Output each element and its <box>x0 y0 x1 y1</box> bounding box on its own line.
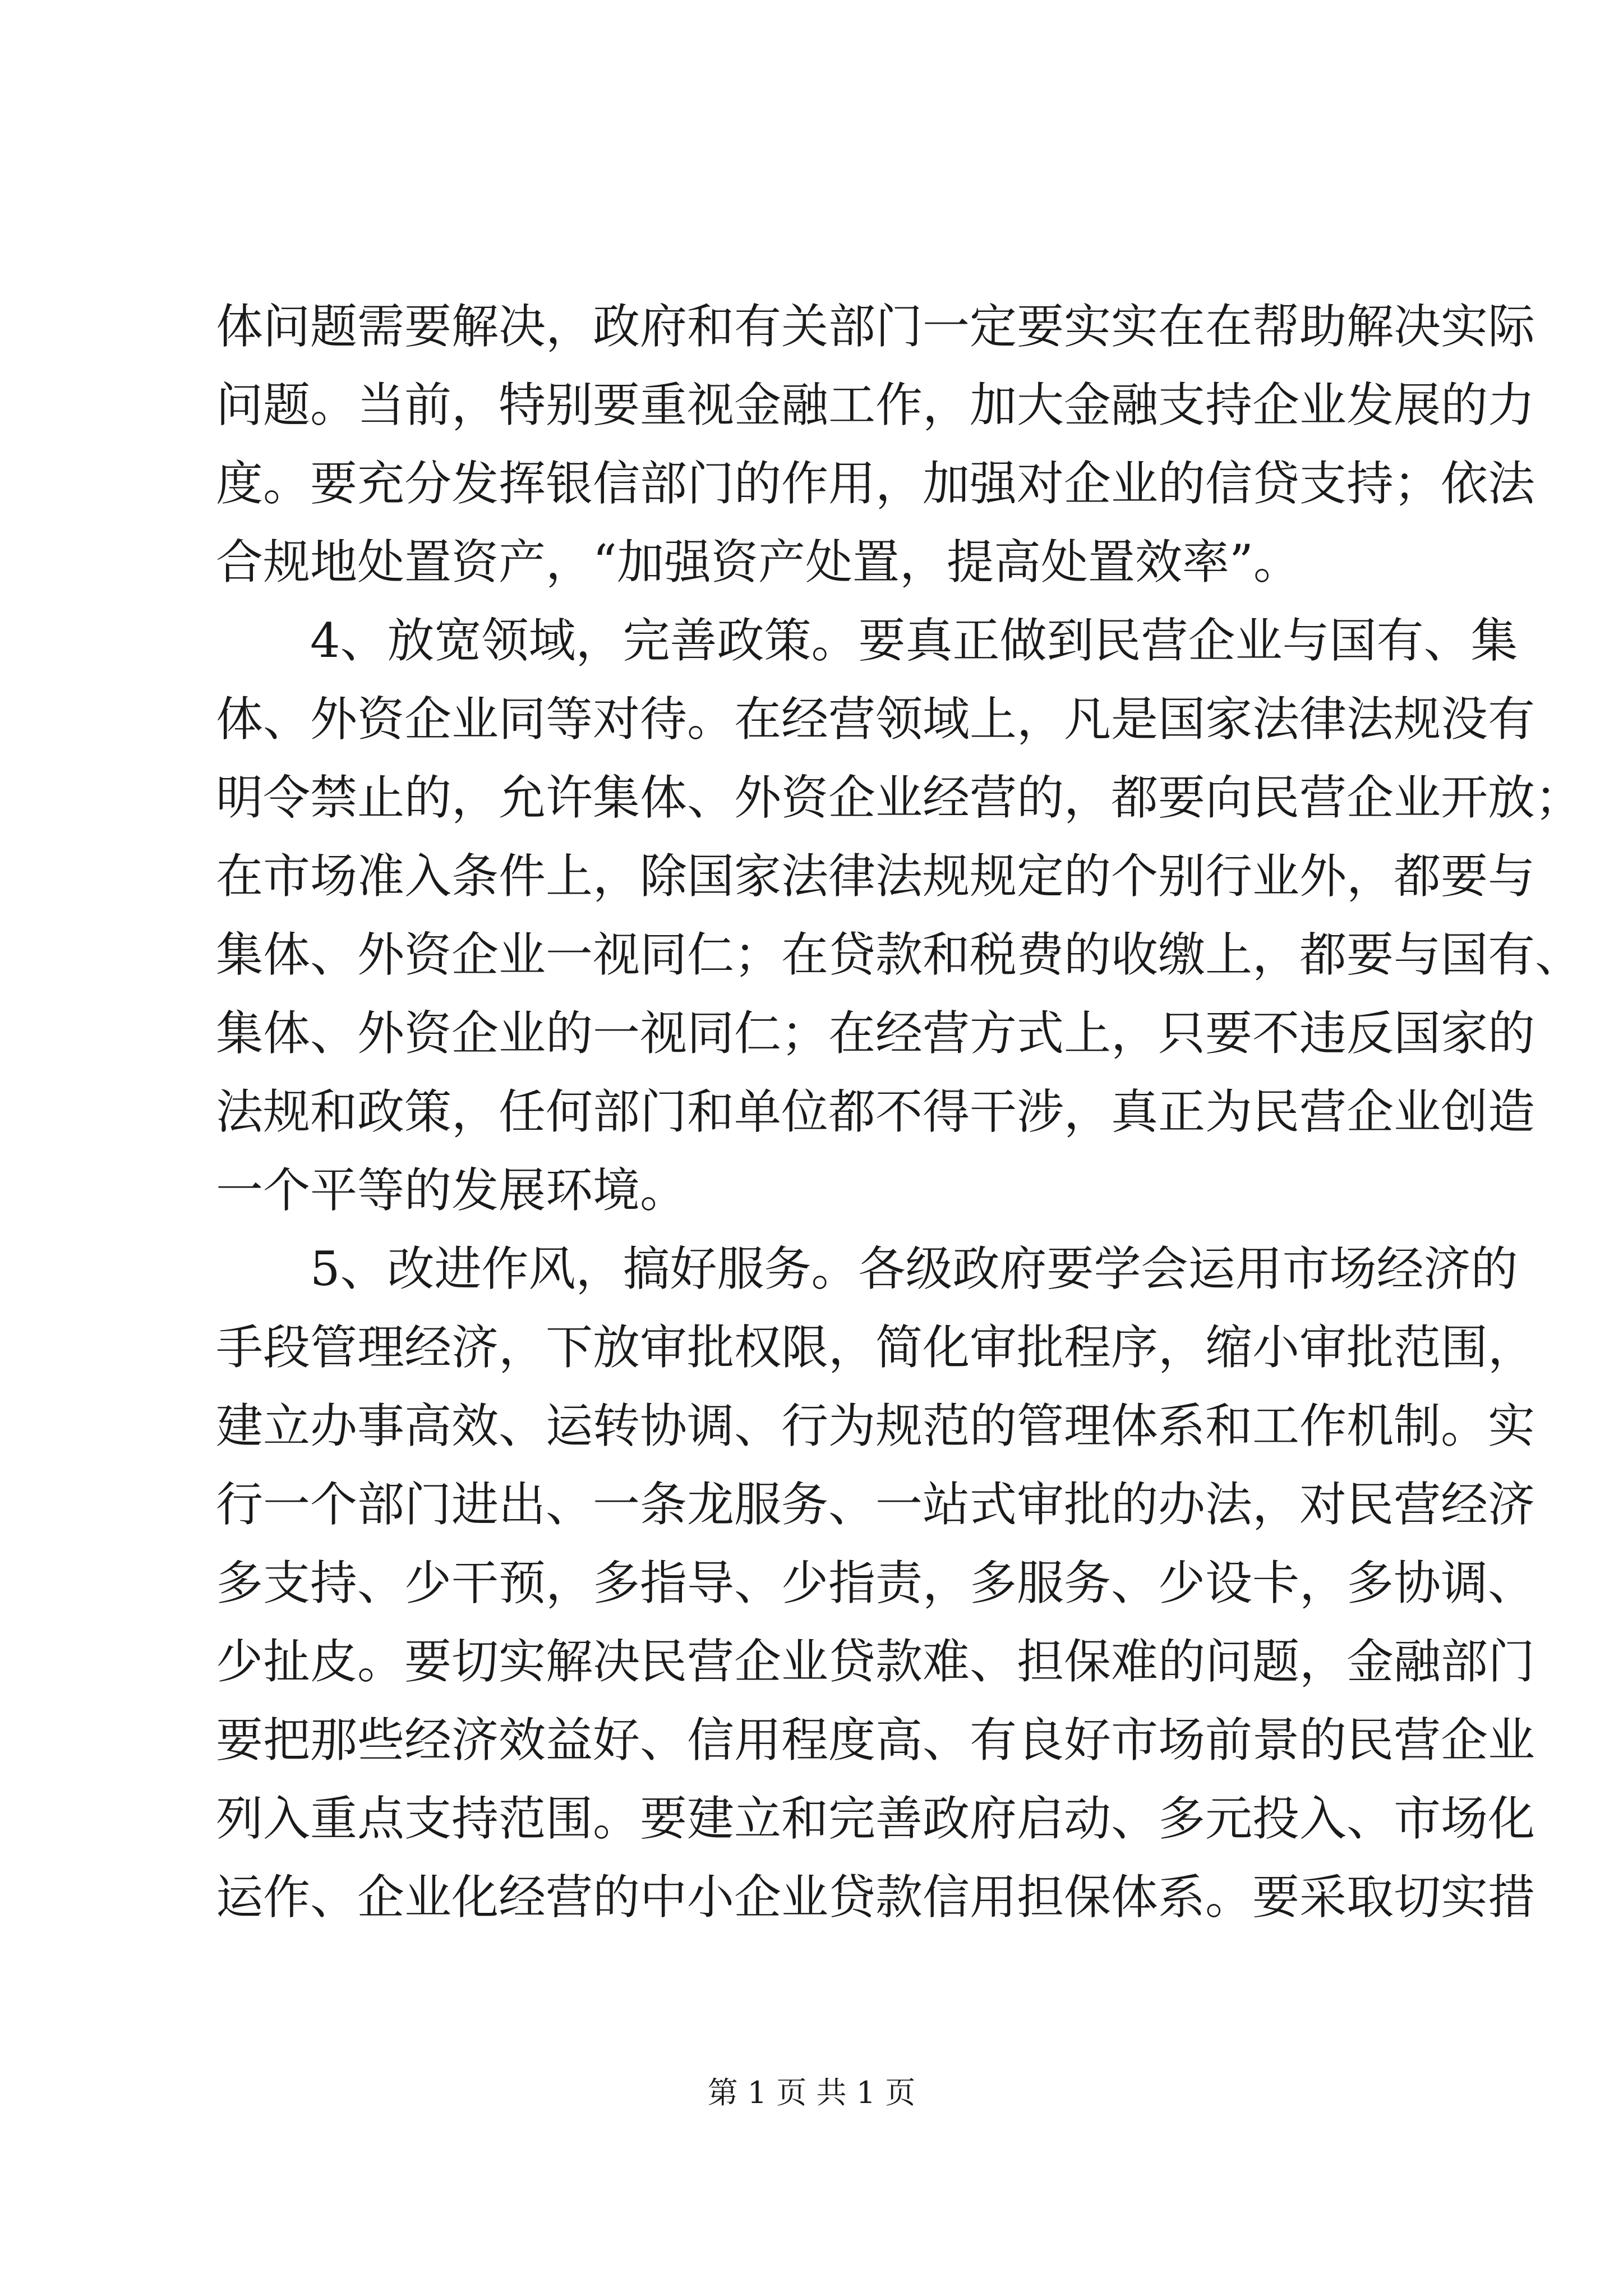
text-line-20: 列入重点支持范围。要建立和完善政府启动、多元投入、市场化 <box>216 1791 1536 1846</box>
text-line-10: 集体、外资企业的一视同仁；在经营方式上，只要不违反国家的 <box>216 1006 1536 1061</box>
text-line-1: 体问题需要解决，政府和有关部门一定要实实在在帮助解决实际 <box>216 299 1536 354</box>
text-line-4: 合规地处置资产，“加强资产处置，提高处置效率”。 <box>216 535 1301 590</box>
text-line-12: 一个平等的发展环境。 <box>216 1163 688 1218</box>
text-line-8: 在市场准入条件上，除国家法律法规规定的个别行业外，都要与 <box>216 849 1536 904</box>
text-line-21: 运作、企业化经营的中小企业贷款信用担保体系。要采取切实措 <box>216 1870 1536 1925</box>
text-line-19: 要把那些经济效益好、信用程度高、有良好市场前景的民营企业 <box>216 1713 1536 1768</box>
page-number-label: 第 1 页 共 1 页 <box>707 2075 916 2110</box>
text-line-2: 问题。当前，特别要重视金融工作，加大金融支持企业发展的力 <box>216 378 1536 432</box>
page-footer <box>0 2069 1623 2112</box>
text-line-13: 5、改进作风，搞好服务。各级政府要学会运用市场经济的 <box>216 1241 1518 1296</box>
text-line-14: 手段管理经济，下放审批权限，简化审批程序，缩小审批范围， <box>216 1320 1536 1375</box>
text-line-18: 少扯皮。要切实解决民营企业贷款难、担保难的问题，金融部门 <box>216 1634 1536 1689</box>
text-line-16: 行一个部门进出、一条龙服务、一站式审批的办法，对民营经济 <box>216 1477 1536 1532</box>
document-body <box>216 287 1583 1936</box>
text-line-15: 建立办事高效、运转协调、行为规范的管理体系和工作机制。实 <box>216 1398 1536 1453</box>
text-line-6: 体、外资企业同等对待。在经营领域上，凡是国家法律法规没有 <box>216 692 1536 747</box>
text-line-11: 法规和政策，任何部门和单位都不得干涉，真正为民营企业创造 <box>216 1084 1536 1139</box>
text-line-9: 集体、外资企业一视同仁；在贷款和税费的收缴上，都要与国有、 <box>216 927 1583 982</box>
text-line-5: 4、放宽领域，完善政策。要真正做到民营企业与国有、集 <box>216 613 1518 668</box>
text-line-17: 多支持、少干预，多指导、少指责，多服务、少设卡，多协调、 <box>216 1556 1536 1611</box>
text-line-3: 度。要充分发挥银信部门的作用，加强对企业的信贷支持；依法 <box>216 456 1536 511</box>
text-line-7: 明令禁止的，允许集体、外资企业经营的，都要向民营企业开放； <box>216 770 1583 825</box>
